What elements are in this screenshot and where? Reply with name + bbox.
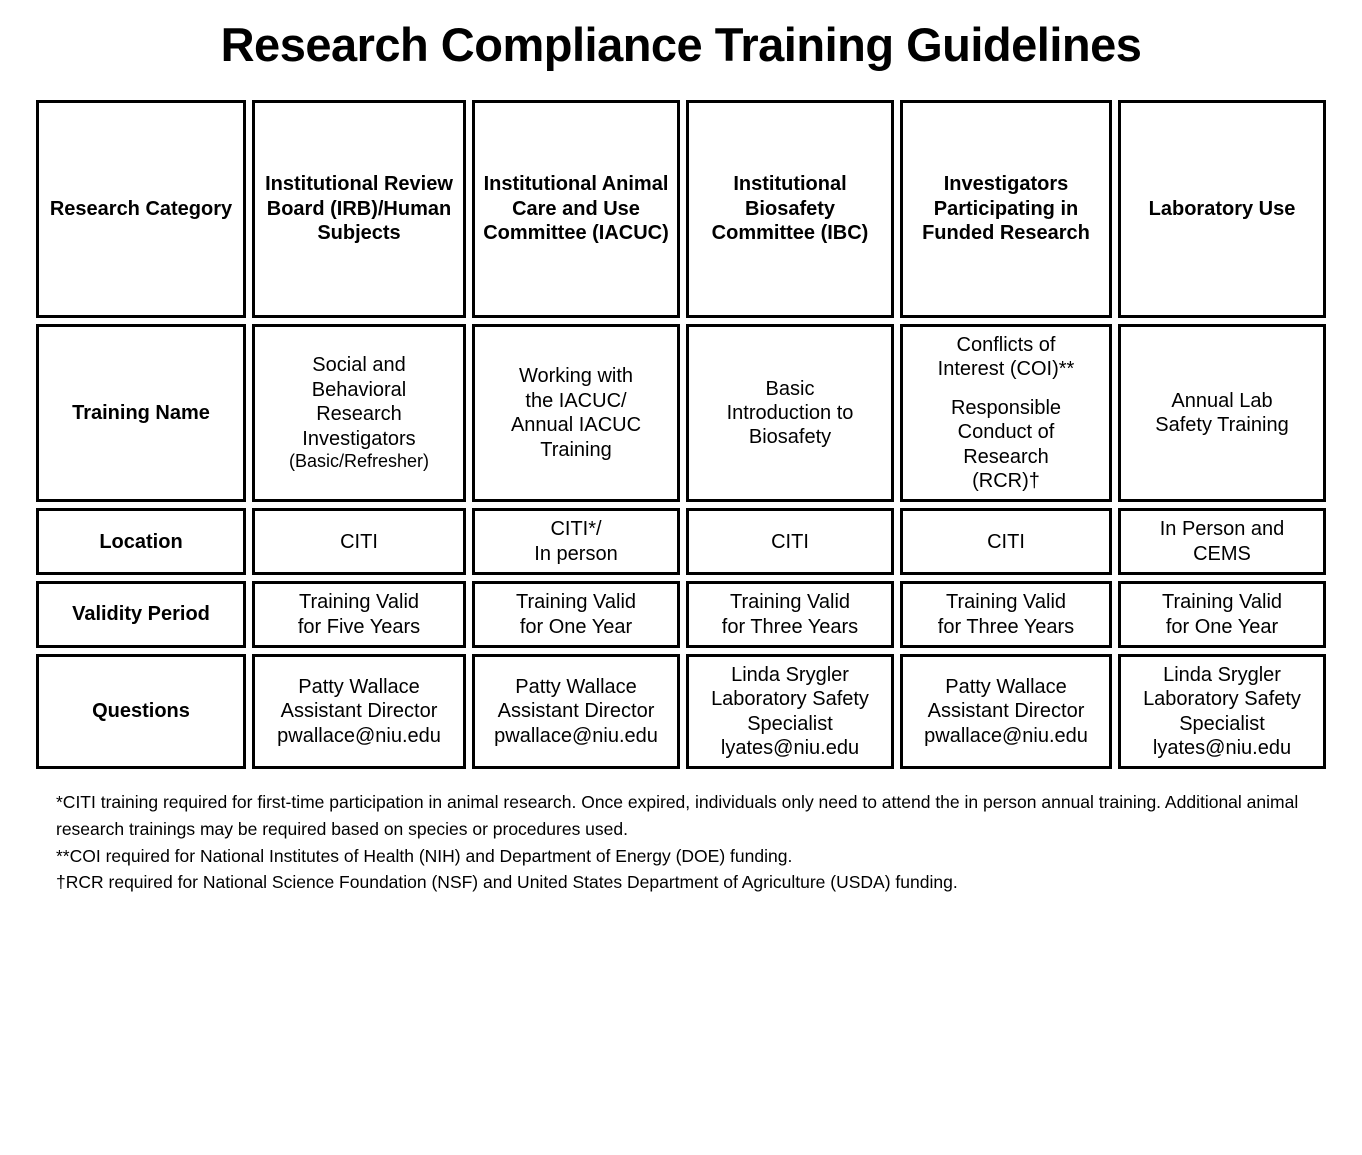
cell-line: Research <box>316 403 402 426</box>
cell-validity-ibc <box>686 581 894 648</box>
cell-line: Responsible <box>950 396 1062 419</box>
cell-line: Specialist <box>1179 712 1265 735</box>
cell-line: Patty Wallace <box>515 676 637 699</box>
footnotes <box>56 789 1306 895</box>
cell-line: Basic <box>765 377 815 400</box>
cell-training-name-laboratory-use <box>1118 324 1326 502</box>
cell-line: CITI <box>771 530 809 553</box>
cell-line: the IACUC/ <box>525 389 627 412</box>
row-label-validity-period <box>36 581 246 648</box>
cell-line: Training Valid <box>515 591 637 614</box>
cell-line: Social and <box>312 354 406 377</box>
cell-line: for Three Years <box>937 615 1075 638</box>
table-row <box>36 508 1326 575</box>
row-label-training-name: Training Name <box>36 324 246 502</box>
cell-line: Safety Training <box>1155 414 1289 437</box>
cell-validity-irb <box>252 581 466 648</box>
footnote-citi: *CITI training required for first-time participation in animal research. Once expired, individuals only need to attend the in person annual training. Additional animal research trainings may be required based on species or procedures used. <box>56 792 1299 840</box>
cell-line: (RCR)† <box>972 469 1040 492</box>
contact-email: lyates@niu.edu <box>1152 737 1292 760</box>
cell-line: Assistant Director <box>280 700 438 723</box>
cell-line: Interest (COI)** <box>937 358 1075 381</box>
footnote-rcr: †RCR required for National Science Foundation (NSF) and United States Department of Agriculture (USDA) funding. <box>56 872 958 893</box>
cell-line: Assistant Director <box>497 700 655 723</box>
contact-email: lyates@niu.edu <box>720 737 860 760</box>
table-row <box>36 324 1326 502</box>
cell-questions-irb <box>252 654 466 770</box>
cell-line: Patty Wallace <box>298 676 420 699</box>
row-label-text: Validity Period <box>72 603 210 626</box>
row-label-location: Location <box>36 508 246 575</box>
cell-line: for Three Years <box>721 615 859 638</box>
cell-line: Investigators <box>302 427 416 450</box>
cell-line: Laboratory Safety <box>1143 688 1301 711</box>
cell-questions-funded-research <box>900 654 1112 770</box>
column-header-funded-research: Investigators Participating in Funded Research <box>900 100 1112 318</box>
cell-line: Training <box>540 438 612 461</box>
cell-location-irb <box>252 508 466 575</box>
cell-questions-ibc <box>686 654 894 770</box>
cell-line: Working with <box>518 365 634 388</box>
cell-line-small: (Basic/Refresher) <box>288 450 430 471</box>
cell-line: Linda Srygler <box>1163 663 1281 686</box>
cell-line: Patty Wallace <box>945 676 1067 699</box>
cell-validity-laboratory-use <box>1118 581 1326 648</box>
cell-training-name-irb <box>252 324 466 502</box>
table-row <box>36 581 1326 648</box>
cell-line: Assistant Director <box>927 700 1085 723</box>
cell-validity-iacuc <box>472 581 680 648</box>
cell-line: Specialist <box>747 712 833 735</box>
table-header-row <box>36 100 1326 318</box>
cell-line: Conflicts of <box>956 334 1056 356</box>
cell-spacer <box>909 382 1103 396</box>
cell-line: Annual Lab <box>1171 389 1273 412</box>
document-page <box>0 17 1362 1155</box>
cell-line: CITI <box>340 530 378 553</box>
column-header-irb: Institutional Review Board (IRB)/Human Subjects <box>252 100 466 318</box>
cell-training-name-iacuc <box>472 324 680 502</box>
cell-line: Conduct of <box>957 421 1055 444</box>
column-header-research-category: Research Category <box>36 100 246 318</box>
cell-location-laboratory-use <box>1118 508 1326 575</box>
cell-location-funded-research <box>900 508 1112 575</box>
cell-line: Laboratory Safety <box>711 688 869 711</box>
cell-location-iacuc <box>472 508 680 575</box>
cell-line: CEMS <box>1193 542 1251 565</box>
cell-line: Annual IACUC <box>510 414 642 437</box>
compliance-training-table <box>30 94 1332 775</box>
cell-line: Training Valid <box>945 591 1067 614</box>
cell-line: Biosafety <box>748 426 832 449</box>
cell-training-name-ibc <box>686 324 894 502</box>
cell-line: CITI <box>987 530 1025 553</box>
cell-line: Linda Srygler <box>731 663 849 686</box>
cell-line: CITI*/ <box>550 518 602 541</box>
row-label-questions: Questions <box>36 654 246 770</box>
cell-line: for One Year <box>1165 615 1279 638</box>
cell-line: Research <box>963 445 1049 468</box>
cell-questions-laboratory-use <box>1118 654 1326 770</box>
column-header-ibc: Institutional Biosafety Committee (IBC) <box>686 100 894 318</box>
cell-line: Training Valid <box>729 591 851 614</box>
cell-validity-funded-research <box>900 581 1112 648</box>
cell-line: for One Year <box>519 615 633 638</box>
contact-email: pwallace@niu.edu <box>494 724 658 747</box>
cell-location-ibc <box>686 508 894 575</box>
cell-line: Behavioral <box>311 378 407 401</box>
column-header-iacuc: Institutional Animal Care and Use Committee (IACUC) <box>472 100 680 318</box>
cell-line: Training Valid <box>1161 591 1283 614</box>
contact-email: pwallace@niu.edu <box>924 724 1088 747</box>
cell-line: for Five Years <box>297 615 421 638</box>
contact-email: pwallace@niu.edu <box>277 724 441 747</box>
cell-training-name-funded-research <box>900 324 1112 502</box>
table-row <box>36 654 1326 770</box>
column-header-laboratory-use: Laboratory Use <box>1118 100 1326 318</box>
cell-line: Training Valid <box>298 591 420 614</box>
cell-line: In person <box>534 542 618 565</box>
cell-line: In Person and <box>1159 518 1285 541</box>
page-title: Research Compliance Training Guidelines <box>220 18 1142 71</box>
cell-questions-iacuc <box>472 654 680 770</box>
cell-line: Introduction to <box>726 401 854 424</box>
footnote-coi: **COI required for National Institutes of Health (NIH) and Department of Energy (DOE) funding. <box>56 845 793 866</box>
